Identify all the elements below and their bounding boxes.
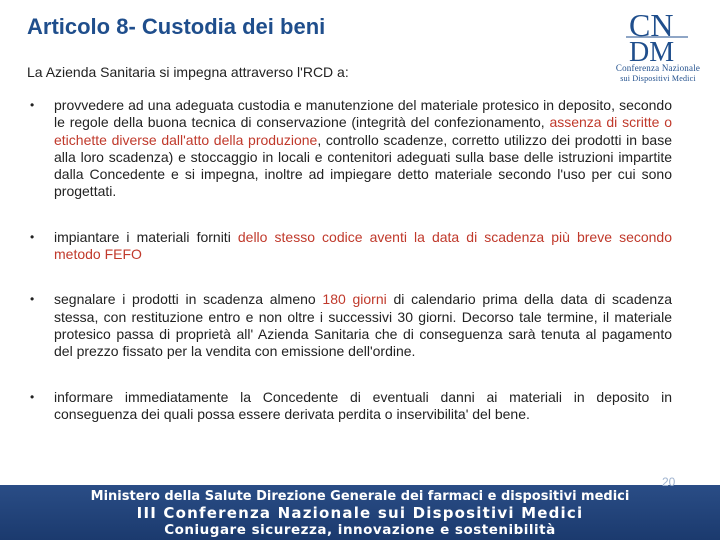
bullet-item [27,291,672,360]
logo-line-1: Conferenza Nazionale [615,63,701,73]
bullet-item [27,97,672,201]
bullet-highlight: 180 giorni [322,291,387,308]
bullet-marker: • [30,229,35,244]
logo-letters-top: CN [629,7,674,43]
bullet-text: di calendario prima della data di scadenza stessa, con restituzione entro e non oltre i successivi 30 giorni. Decorso tale termine, il materiale protesico passa di proprietà all' Azienda Sanitaria che di conseguenza sarà tenuta al pagamento del prezzo fissato per la vendita con emissione dell'ordine. [54,291,672,360]
footer-line-1: Ministero della Salute Direzione Generale dei farmaci e dispositivi medici [90,489,630,504]
footer-banner [0,485,720,540]
slide-title: Articolo 8- Custodia dei beni [27,14,326,39]
bullet-highlight: assenza di scritte o etichette diverse dall'atto della produzione [54,114,672,148]
bullet-list [27,97,672,423]
logo-letters-bottom: DM [629,37,675,64]
bullet-item [27,389,672,424]
footer-line-3: Coniugare sicurezza, innovazione e sostenibilità [164,522,556,538]
page-number: 20 [662,475,676,489]
bullet-text: segnalare i prodotti in scadenza almeno [54,291,323,308]
footer-line-2: III Conferenza Nazionale sui Dispositivi Medici [136,504,584,522]
bullet-marker: • [30,98,35,112]
cndm-logo [596,6,720,88]
bullet-highlight: dello stesso codice aventi la data di scadenza più breve secondo metodo FEFO [54,228,672,263]
bullet-marker: • [30,389,35,404]
bullet-text: impiantare i materiali forniti [54,228,238,245]
logo-line-2: sui Dispositivi Medici [620,74,696,83]
bullet-item [27,229,672,264]
bullet-text: , controllo scadenze, corretto utilizzo dei prodotti in base alla loro scadenza) e stoccaggio in locali e contenitori adeguati sulla base delle istruzioni impartite dalla Concedente e si impegna, inoltre ad impiegare detto materiale secondo l'uso per cui sono progettati. [54,131,672,200]
bullet-marker: • [30,292,35,307]
bullet-text: provvedere ad una adeguata custodia e manutenzione del materiale protesico in deposito, secondo le regole della buona tecnica di conservazione (integrità del confezionamento, [54,97,672,131]
bullet-text: informare immediatamente la Concedente di eventuali danni ai materiali in deposito in conseguenza dei quali possa essere derivata perdita o inservibilita' del bene. [54,388,672,422]
cndm-logo-mark [596,6,720,64]
intro-text: La Azienda Sanitaria si impegna attraverso l'RCD a: [27,64,349,80]
